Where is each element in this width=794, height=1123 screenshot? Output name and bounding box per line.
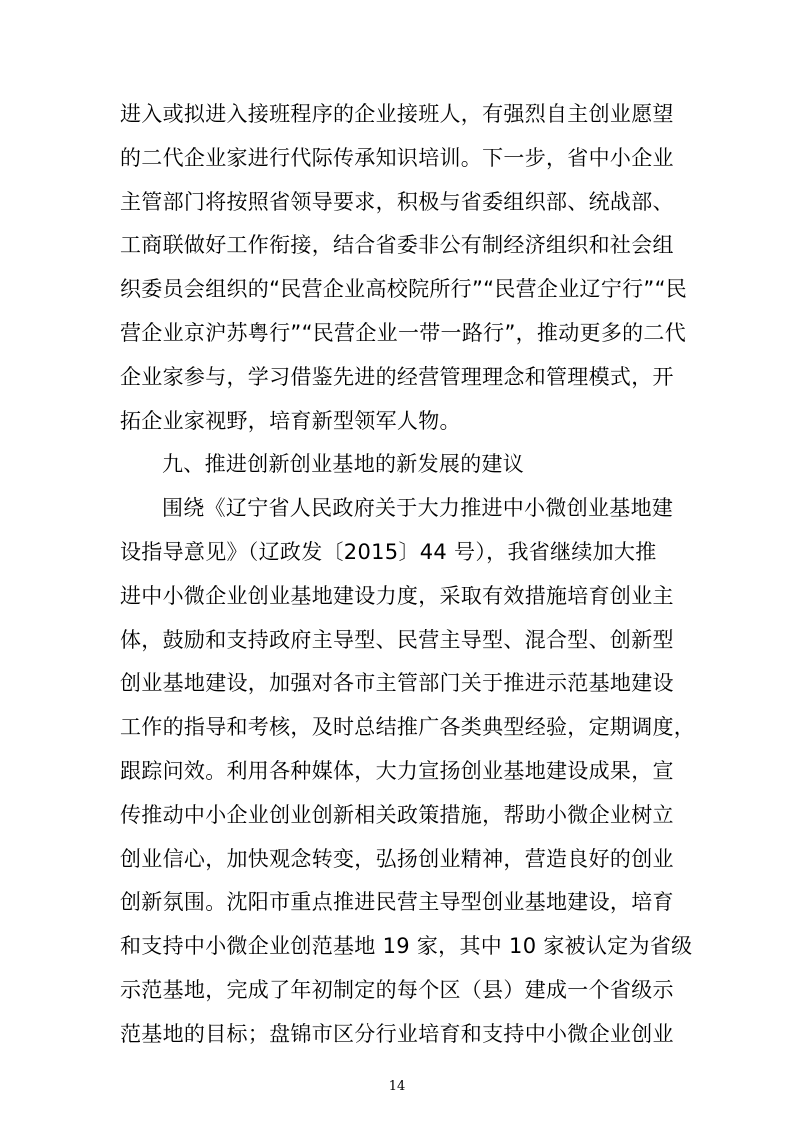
body-text-line: 拓企业家视野，培育新型领军人物。 bbox=[120, 409, 461, 433]
body-text-line: 体，鼓励和支持政府主导型、民营主导型、混合型、创新型 bbox=[120, 628, 674, 652]
body-text-line: 进入或拟进入接班程序的企业接班人，有强烈自主创业愿望 bbox=[120, 102, 674, 126]
body-text-line: 设指导意见》（辽政发〔2015〕44 号），我省继续加大推 bbox=[120, 540, 657, 564]
body-text-line: 工作的指导和考核，及时总结推广各类典型经验，定期调度， bbox=[120, 715, 696, 739]
body-text-line: 织委员会组织的“民营企业高校院所行”“民营企业辽宁行”“民 bbox=[120, 277, 688, 301]
body-text-line: 示范基地，完成了年初制定的每个区（县）建成一个省级示 bbox=[120, 978, 674, 1002]
body-text-line: 创业基地建设，加强对各市主管部门关于推进示范基地建设 bbox=[120, 671, 674, 695]
body-text-line: 传推动中小企业创业创新相关政策措施，帮助小微企业树立 bbox=[120, 803, 674, 827]
body-text-line: 创新氛围。沈阳市重点推进民营主导型创业基地建设，培育 bbox=[120, 890, 674, 914]
body-text-line: 营企业京沪苏粤行”“民营企业一带一路行”，推动更多的二代 bbox=[120, 321, 687, 345]
body-text-line: 创业信心，加快观念转变，弘扬创业精神，营造良好的创业 bbox=[120, 847, 674, 871]
body-text-line: 围绕《辽宁省人民政府关于大力推进中小微创业基地建 bbox=[162, 496, 674, 520]
body-text-line: 企业家参与，学习借鉴先进的经营管理理念和管理模式，开 bbox=[120, 365, 674, 389]
body-text-line: 和支持中小微企业创范基地 19 家，其中 10 家被认定为省级 bbox=[120, 934, 693, 958]
body-text-line: 工商联做好工作衔接，结合省委非公有制经济组织和社会组 bbox=[120, 233, 674, 257]
body-text-line: 进中小微企业创业基地建设力度，采取有效措施培育创业主 bbox=[120, 584, 674, 608]
body-text-line: 主管部门将按照省领导要求，积极与省委组织部、统战部、 bbox=[120, 190, 674, 214]
section-heading: 九、推进创新创业基地的新发展的建议 bbox=[162, 452, 525, 476]
page-number: 14 bbox=[388, 1079, 406, 1094]
body-text-line: 跟踪问效。利用各种媒体，大力宣扬创业基地建设成果，宣 bbox=[120, 759, 674, 783]
body-text-line: 的二代企业家进行代际传承知识培训。下一步，省中小企业 bbox=[120, 146, 674, 170]
body-text-line: 范基地的目标；盘锦市区分行业培育和支持中小微企业创业 bbox=[120, 1022, 674, 1046]
